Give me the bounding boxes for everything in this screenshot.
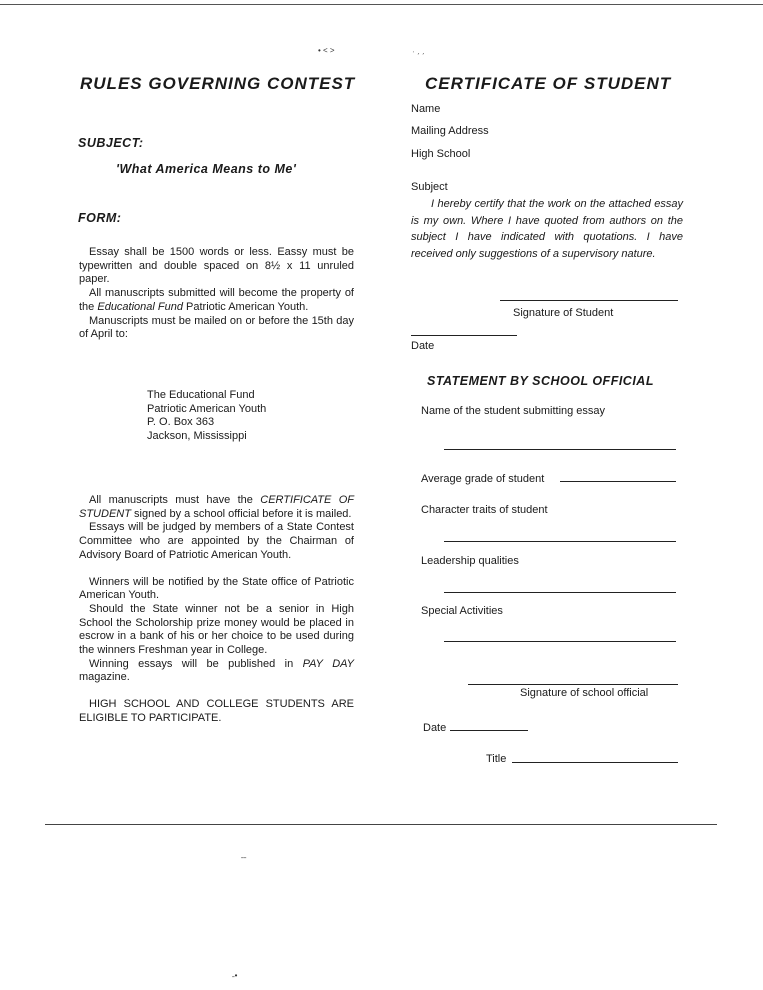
subject-label: Subject (411, 181, 448, 193)
subject-heading: SUBJECT: (78, 136, 144, 150)
student-signature-line[interactable] (500, 300, 678, 301)
special-activities-line[interactable] (444, 641, 676, 642)
signature-of-student-label: Signature of Student (513, 307, 614, 319)
student-name-label: Name of the student submitting essay (421, 405, 606, 417)
mailing-address-label: Mailing Address (411, 125, 489, 137)
signature-of-official-label: Signature of school official (520, 687, 649, 699)
rules-paragraph-4: Should the State winner not be a senior in High School the Scholorship prize money would be placed in escrow in a bank of his or her choice to be used during the winners Freshman year in College. (79, 602, 354, 657)
official-date-label: Date (423, 722, 447, 734)
high-school-label: High School (411, 148, 471, 160)
rules-paragraph-5: Winning essays will be published in PAY DAY magazine. (79, 657, 354, 684)
form-section (79, 246, 354, 342)
address-line-3: P. O. Box 363 (147, 416, 215, 429)
subject-title: 'What America Means to Me' (116, 162, 297, 176)
official-signature-line[interactable] (468, 684, 678, 685)
special-activities-label: Special Activities (421, 605, 503, 617)
address-line-1: The Educational Fund (147, 389, 255, 401)
form-paragraph-3: Manuscripts must be mailed on or before the 15th day of April to: (79, 314, 354, 341)
character-traits-label: Character traits of student (421, 504, 548, 516)
scan-speck: ˗˗ (241, 852, 247, 861)
eligibility-notice: HIGH SCHOOL AND COLLEGE STUDENTS ARE ELIGIBLE TO PARTICIPATE. (79, 698, 354, 724)
leadership-label: Leadership qualities (421, 555, 519, 567)
address-line-4: Jackson, Mississippi (147, 430, 247, 443)
average-grade-label: Average grade of student (421, 473, 545, 485)
name-label: Name (411, 103, 441, 115)
average-grade-line[interactable] (560, 481, 676, 482)
mailing-address (147, 389, 266, 444)
official-title-label: Title (486, 753, 507, 765)
address-line-2: Patriotic American Youth (147, 402, 267, 415)
character-traits-line[interactable] (444, 541, 676, 542)
student-date-label: Date (411, 340, 435, 352)
top-rule (0, 4, 763, 5)
certificate-title: CERTIFICATE OF STUDENT (425, 74, 672, 93)
form-heading: FORM: (78, 211, 122, 225)
official-date-line[interactable] (450, 730, 528, 731)
scan-speck: • ˂ ˃ (318, 46, 335, 55)
form-paragraph-2: All manuscripts submitted will become the property of the Educational Fund Patriotic American Youth. (79, 287, 354, 313)
student-date-line[interactable] (411, 335, 517, 336)
bottom-rule (45, 824, 717, 825)
leadership-line[interactable] (444, 592, 676, 593)
form-paragraph-1: Essay shall be 1500 words or less. Eassy must be typewritten and double spaced on 8½ x 11 unruled paper. (79, 246, 354, 286)
scan-speck: ˒ ˏ ˏ (412, 46, 425, 55)
rules-paragraph-1: All manuscripts must have the CERTIFICATE OF STUDENT signed by a school official before it is mailed. (79, 494, 354, 520)
rules-paragraph-3: Winners will be notified by the State office of Patriotic American Youth. (79, 575, 354, 602)
official-title-line[interactable] (512, 762, 678, 763)
statement-title: STATEMENT BY SCHOOL OFFICIAL (427, 374, 654, 388)
student-name-line[interactable] (444, 449, 676, 450)
rules-title: RULES GOVERNING CONTEST (80, 74, 356, 93)
certify-statement: I hereby certify that the work on the attached essay is my own. Where I have quoted from authors on the subject I have indicated with quotations. I have received only suggestions of a supervisory nature. (411, 198, 683, 260)
rules-paragraph-2: Essays will be judged by members of a State Contest Committee who are appointed by the Chairman of Advisory Board of Patriotic American Youth. (79, 521, 354, 561)
scan-speck: ˗• (232, 971, 238, 980)
rules-section (79, 494, 354, 726)
